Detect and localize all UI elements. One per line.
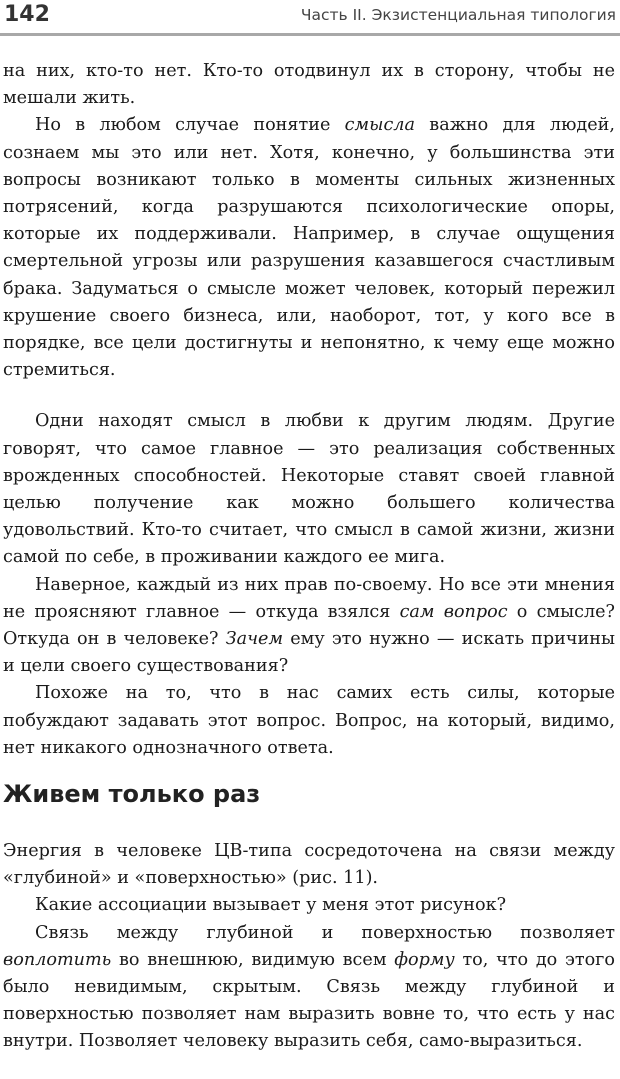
paragraph-3: [3, 408, 615, 571]
paragraph-2-text-b: важно для людей, сознаем мы это или нет. Хотя, конечно, у большинства эти вопросы возникают только в моменты сильных жизненных потрясений, когда разрушаются психологические опоры, которые их поддерживали. Например, в случае ощущения смертельной угрозы или разрушения казавшегося счастливым брака. Задуматься о смысле может человек, который пережил крушение своего бизнеса, или, наоборот, тот, у кого все в порядке, все цели достигнуты и непонятно, к чему еще можно стремиться.: [3, 115, 615, 381]
body-text: [3, 58, 615, 762]
emphasis-question: сам вопрос: [399, 601, 508, 622]
page-header: [0, 0, 620, 40]
paragraph-5-text: Похоже на то, что в нас самих есть силы, которые побуждают задавать этот вопрос. Вопрос, на который, видимо, нет никакого однозначного ответа.: [3, 683, 615, 758]
paragraph-1-text: на них, кто-то нет. Кто-то отодвинул их в сторону, чтобы не мешали жить.: [3, 61, 615, 109]
paragraph-4-text-b: о смысле? Откуда он в человеке?: [3, 601, 615, 650]
paragraph-8-text-b: во внешнюю, видимую всем: [111, 949, 395, 970]
emphasis-meaning: смысла: [344, 115, 415, 136]
section-text: [3, 838, 615, 1056]
paragraph-6-text: Энергия в человеке ЦВ-типа сосредоточена на связи между «глубиной» и «поверхностью» (рис. 11).: [3, 841, 615, 889]
paragraph-4-text-c: ему это нужно — искать причины и цели своего существования?: [3, 629, 615, 677]
paragraph-1: [3, 58, 615, 112]
running-head: Часть II. Экзистенциальная типология: [300, 6, 616, 24]
paragraph-8: [3, 920, 615, 1056]
paragraph-2: [3, 112, 615, 384]
section-heading: Живем только раз: [3, 780, 261, 808]
paragraph-6: [3, 838, 615, 892]
paragraph-2-text-a: Но в любом случае понятие: [35, 115, 345, 136]
paragraph-8-text-c: то, что до этого было невидимым, скрытым. Связь между глубиной и поверхностью позволяет нам выразить вовне то, что есть у нас внутри. Позволяет человеку выразить себя, само-выразиться.: [3, 949, 615, 1052]
paragraph-7: [3, 892, 615, 919]
paragraph-5: [3, 680, 615, 762]
paragraph-7-text: Какие ассоциации вызывает у меня этот рисунок?: [35, 895, 507, 916]
paragraph-4-text-a: Наверное, каждый из них прав по-своему. Но все эти мнения не проясняют главное — откуда взялся: [3, 574, 615, 622]
header-rule: [0, 33, 620, 36]
emphasis-why: Зачем: [225, 629, 284, 650]
paragraph-4: [3, 572, 615, 681]
page-number: 142: [4, 2, 50, 27]
emphasis-form: форму: [394, 949, 455, 970]
paragraph-gap: [3, 384, 615, 408]
paragraph-3-text: Одни находят смысл в любви к другим людям. Другие говорят, что самое главное — это реализация собственных врожденных способностей. Некоторые ставят своей главной целью получение как можно большего количества удовольствий. Кто-то считает, что смысл в самой жизни, жизни самой по себе, в проживании каждого ее мига.: [3, 411, 615, 568]
emphasis-embody: воплотить: [3, 949, 112, 970]
paragraph-8-text-a: Связь между глубиной и поверхностью позволяет: [35, 922, 615, 943]
